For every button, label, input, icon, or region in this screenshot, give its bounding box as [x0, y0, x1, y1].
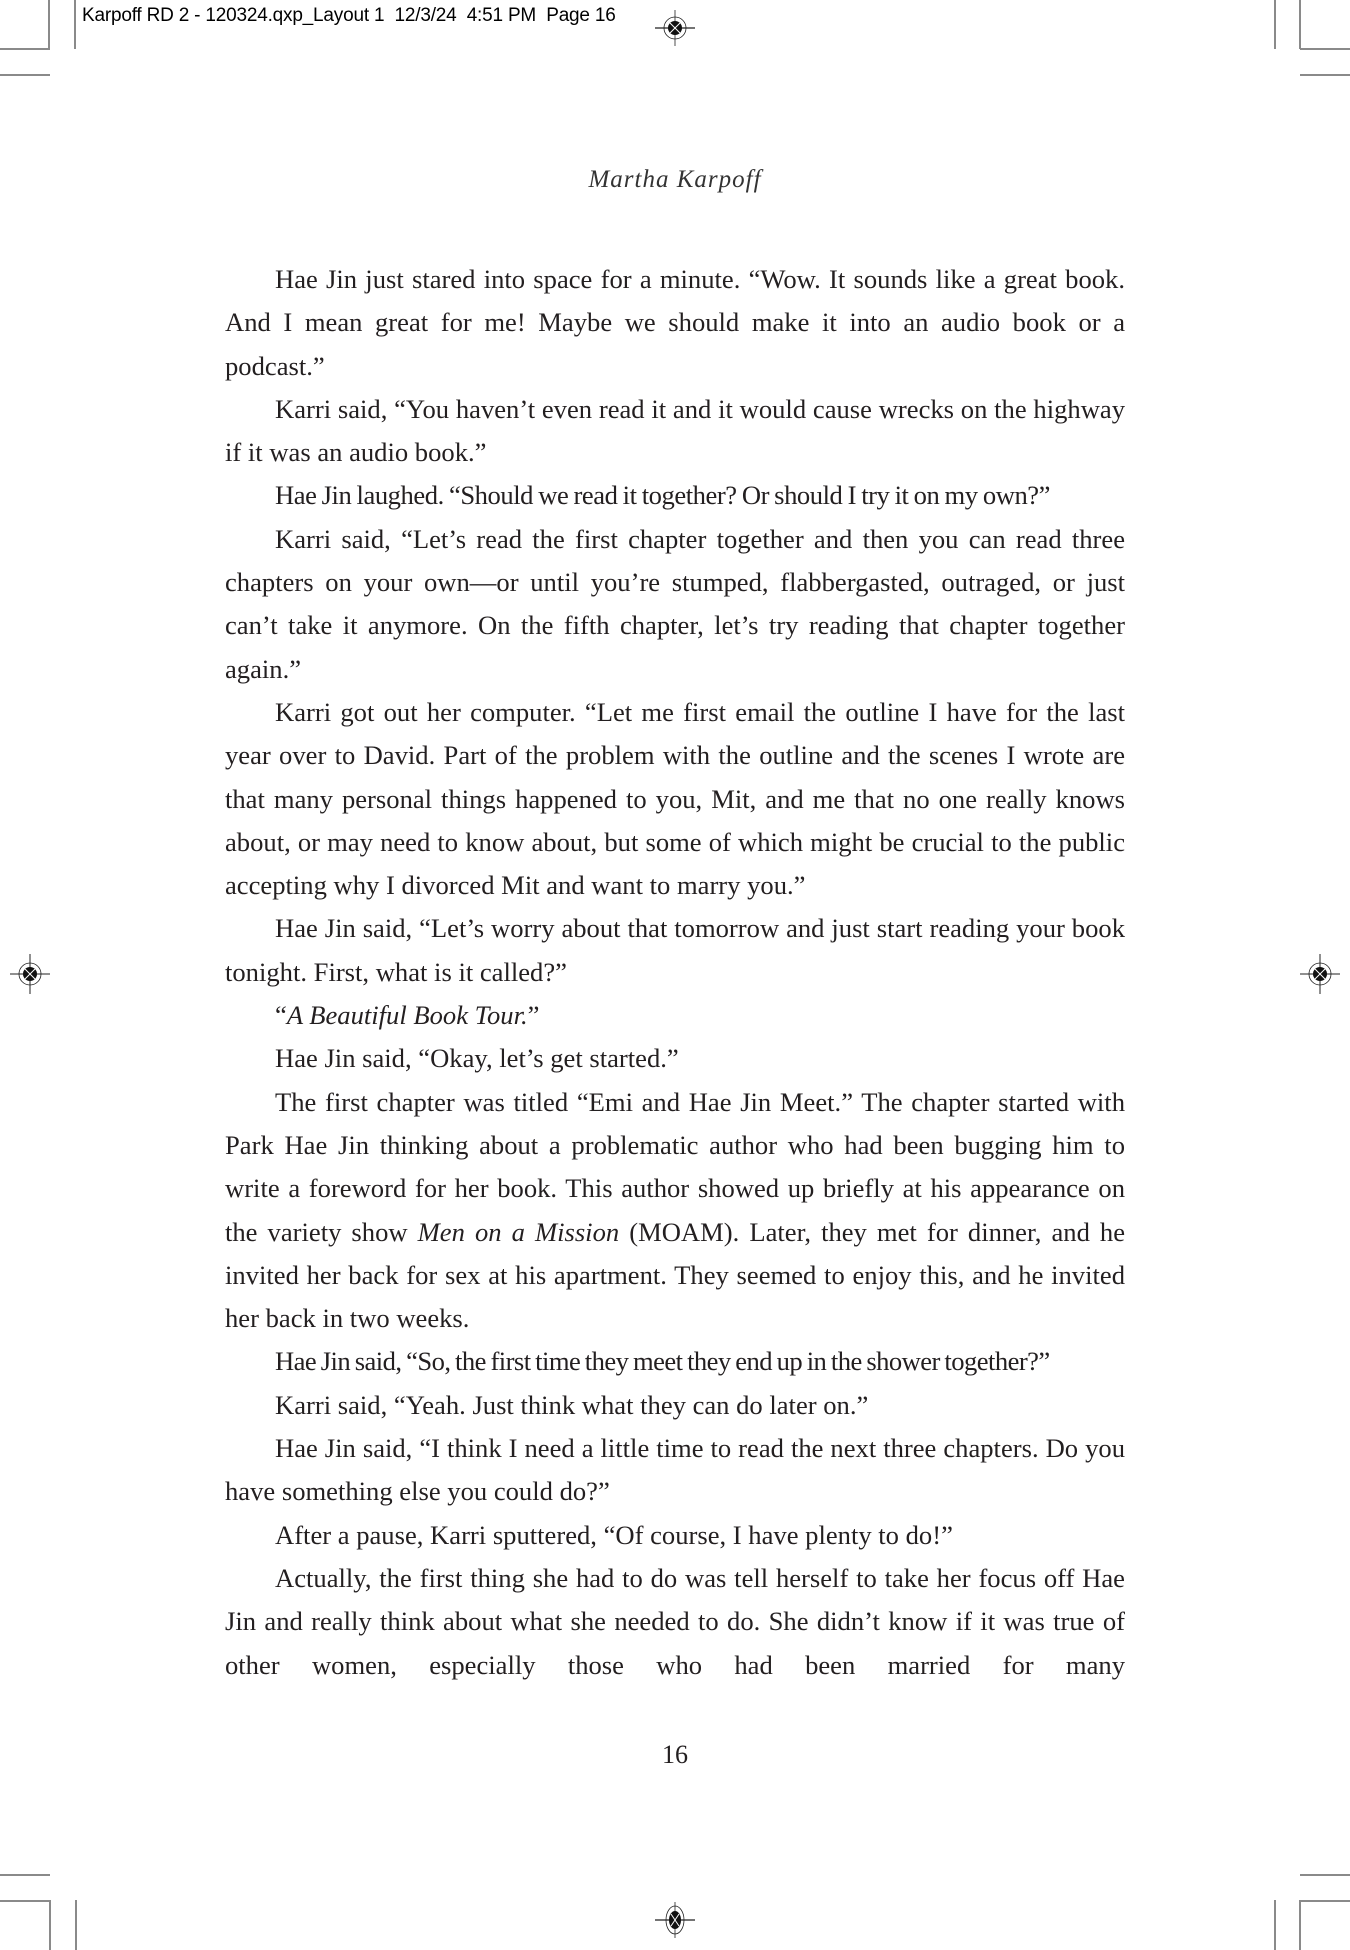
- paragraph: After a pause, Karri sputtered, “Of course, I have plenty to do!”: [275, 1519, 953, 1550]
- show-title: Men on a Mission: [417, 1216, 620, 1247]
- paragraph-chapter-summary: The first chapter was titled “Emi and Hae Jin Meet.” The chapter started with Park Hae Jin thinking about a problematic author who had been bugging him to write a foreword for her book. This author showed up briefly at his appearance on the variety show Men on a Mission (MOAM). Later, they met for dinner, and he invited her back for sex at his apartment. They seemed to enjoy this, and he invited her back in two weeks.: [225, 1086, 1126, 1334]
- crop-mark-bottom-right-h2: [1300, 1900, 1350, 1902]
- crop-mark-bottom-right-h1: [1300, 1874, 1350, 1876]
- crop-mark-bottom-right-v2: [1299, 1900, 1301, 1950]
- paragraph: Karri said, “Yeah. Just think what they can do later on.”: [275, 1389, 869, 1420]
- paragraph: Karri said, “You haven’t even read it and it would cause wrecks on the highway if it was an audio book.”: [225, 393, 1125, 468]
- slug-file: Karpoff RD 2 - 120324.qxp_Layout 1: [82, 5, 385, 26]
- crop-mark-top-left-v1: [48, 0, 50, 49]
- paragraph: Karri said, “Let’s read the first chapter together and then you can read three chapters on your own—or until you’re stumped, flabbergasted, outraged, or just can’t take it anymore. On the fifth chapter, let’s try reading that chapter together again.”: [225, 523, 1125, 684]
- registration-mark-left-icon: [10, 954, 50, 994]
- running-head: Martha Karpoff: [588, 166, 762, 193]
- slug-date: 12/3/24: [394, 5, 457, 26]
- slug-page: Page 16: [546, 5, 616, 26]
- slug-time: 4:51 PM: [466, 5, 537, 26]
- book-title: A Beautiful Book Tour.: [286, 1000, 528, 1031]
- paragraph: Hae Jin said, “Let’s worry about that tomorrow and just start reading your book tonight. First, what is it called?”: [225, 913, 1125, 987]
- registration-mark-top-icon: [655, 8, 695, 48]
- crop-mark-top-right-v1: [1274, 0, 1276, 49]
- crop-mark-bottom-left-h2: [0, 1900, 50, 1902]
- crop-mark-top-left-h1: [0, 48, 50, 50]
- crop-mark-top-right-v2: [1299, 0, 1301, 49]
- paragraph: Karri got out her computer. “Let me first email the outline I have for the last year over to David. Part of the problem with the outline and the scenes I wrote are that many personal things happened to you, Mit, and me that no one really knows about, or may need to know about, but some of which might be crucial to the public accepting why I divorced Mit and want to marry you.”: [225, 696, 1125, 901]
- paragraph: Hae Jin just stared into space for a minute. “Wow. It sounds like a great book. And I mean great for me! Maybe we should make it into an audio book or a podcast.”: [225, 264, 1125, 381]
- paragraph: Hae Jin said, “Okay, let’s get started.”: [275, 1043, 679, 1074]
- crop-mark-top-right-h1: [1300, 48, 1350, 50]
- crop-mark-bottom-left-v2: [75, 1900, 77, 1950]
- slug-line: [82, 5, 616, 27]
- paragraph: Hae Jin said, “So, the first time they meet they end up in the shower together?”: [275, 1346, 1050, 1377]
- body-text: [225, 258, 1125, 1687]
- crop-mark-bottom-left-h1: [0, 1874, 50, 1876]
- page-number: 16: [662, 1740, 688, 1769]
- registration-mark-right-icon: [1300, 954, 1340, 994]
- crop-mark-bottom-right-v1: [1274, 1900, 1276, 1950]
- registration-mark-bottom-icon: [655, 1900, 695, 1940]
- paragraph: Actually, the first thing she had to do was tell herself to take her focus off Hae Jin and really think about what she needed to do. She didn’t know if it was true of other women, especially those who had been married for many: [225, 1562, 1125, 1680]
- crop-mark-bottom-left-v1: [49, 1900, 51, 1950]
- paragraph-book-title: “A Beautiful Book Tour.”: [275, 1000, 540, 1031]
- crop-mark-top-left-h2: [0, 74, 50, 76]
- paragraph: Hae Jin laughed. “Should we read it together? Or should I try it on my own?”: [275, 480, 1050, 511]
- crop-mark-top-right-h2: [1300, 74, 1350, 76]
- paragraph: Hae Jin said, “I think I need a little time to read the next three chapters. Do you have something else you could do?”: [225, 1433, 1125, 1507]
- crop-mark-top-left-v2: [74, 0, 76, 49]
